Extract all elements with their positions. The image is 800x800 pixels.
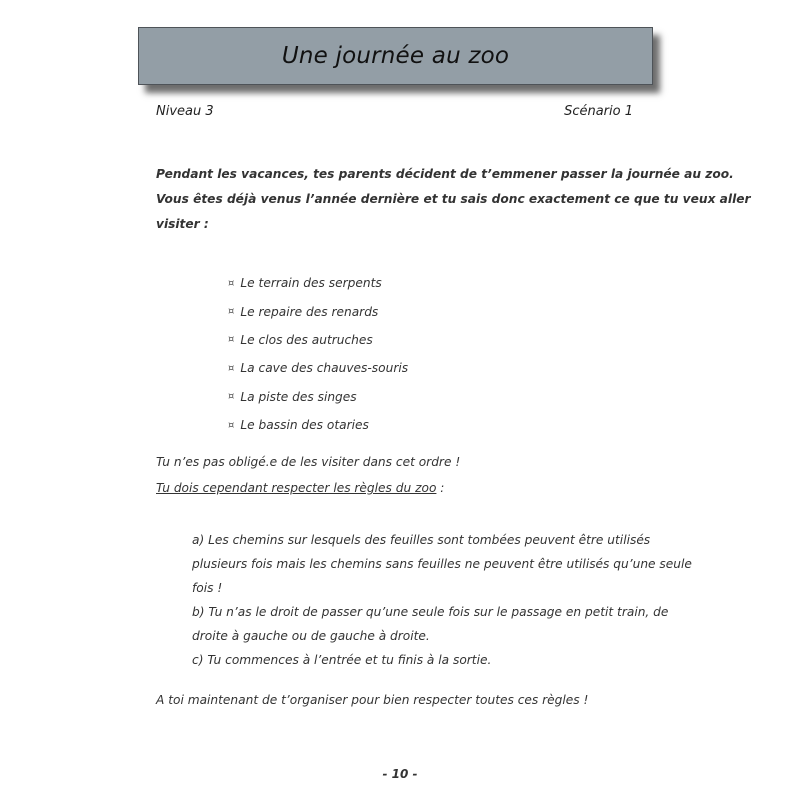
list-item xyxy=(228,269,408,297)
title-box xyxy=(138,27,653,85)
place-label: Le terrain des serpents xyxy=(240,276,382,291)
level-label: Niveau 3 xyxy=(156,104,214,119)
bullet-icon: ¤ xyxy=(228,391,235,403)
scenario-label: Scénario 1 xyxy=(564,104,633,119)
intro-line: Vous êtes déjà venus l’année dernière et tu sais donc exactement ce que tu veux aller xyxy=(156,192,751,206)
list-item xyxy=(228,383,408,411)
place-label: La piste des singes xyxy=(240,389,357,404)
place-label: La cave des chauves-souris xyxy=(240,361,409,376)
rule-line: droite à gauche ou de gauche à droite. xyxy=(192,629,430,643)
bullet-icon: ¤ xyxy=(228,419,235,431)
rule-line: fois ! xyxy=(192,581,223,595)
closing-text: A toi maintenant de t’organiser pour bien respecter toutes ces règles ! xyxy=(156,693,589,707)
rules-heading-suffix: : xyxy=(436,481,445,495)
rules-list xyxy=(192,528,692,672)
place-label: Le clos des autruches xyxy=(240,332,373,347)
rules-heading-text: Tu dois cependant respecter les règles du zoo xyxy=(156,481,437,495)
page-title: Une journée au zoo xyxy=(281,43,510,69)
place-label: Le bassin des otaries xyxy=(240,418,369,433)
bullet-icon: ¤ xyxy=(228,306,235,318)
rule-line: plusieurs fois mais les chemins sans feuilles ne peuvent être utilisés qu’une seule xyxy=(192,557,692,571)
rule-line: a) Les chemins sur lesquels des feuilles sont tombées peuvent être utilisés xyxy=(192,533,651,547)
place-label: Le repaire des renards xyxy=(240,304,379,319)
intro-line: visiter : xyxy=(156,217,209,231)
list-item xyxy=(228,297,408,325)
bullet-icon: ¤ xyxy=(228,334,235,346)
bullet-icon: ¤ xyxy=(228,277,235,289)
intro-paragraph xyxy=(156,162,751,237)
rule-line: c) Tu commences à l’entrée et tu finis à la sortie. xyxy=(192,653,492,667)
list-item xyxy=(228,411,408,439)
places-list xyxy=(228,269,408,439)
list-item xyxy=(228,326,408,354)
order-note: Tu n’es pas obligé.e de les visiter dans cet ordre ! xyxy=(156,455,461,469)
page-number: - 10 - xyxy=(382,767,418,781)
bullet-icon: ¤ xyxy=(228,362,235,374)
rules-heading xyxy=(156,481,444,495)
intro-line: Pendant les vacances, tes parents décident de t’emmener passer la journée au zoo. xyxy=(156,167,734,181)
list-item xyxy=(228,354,408,382)
rule-line: b) Tu n’as le droit de passer qu’une seule fois sur le passage en petit train, de xyxy=(192,605,669,619)
